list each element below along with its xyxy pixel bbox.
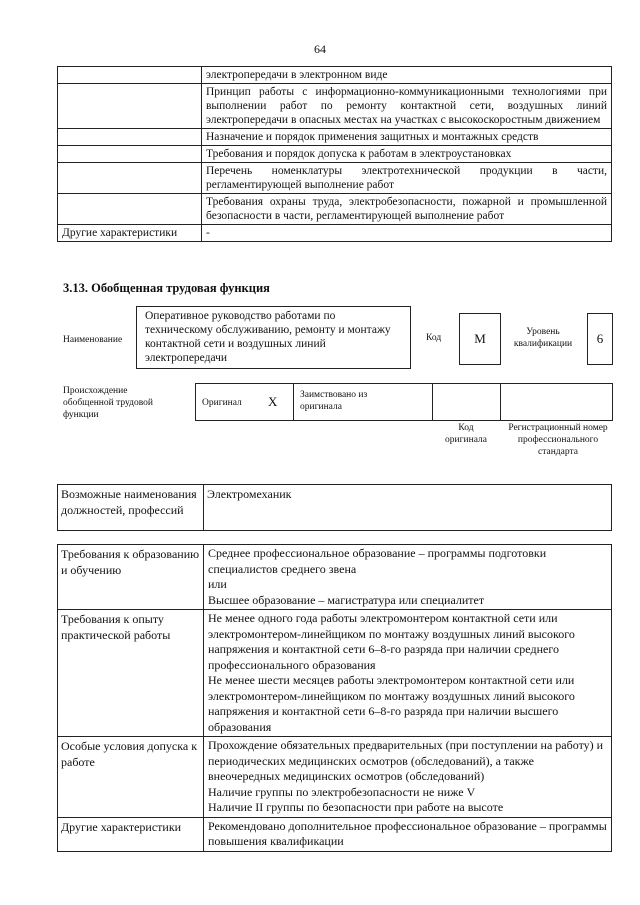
conditions-line: Наличие группы по электробезопасности не ниже V	[208, 784, 476, 799]
origin-original-cell	[195, 383, 294, 421]
experience-value	[204, 610, 612, 737]
conditions-label: Особые условия допуска к работе	[58, 737, 204, 818]
origin-label: Происхождение обобщенной трудовой функции	[63, 386, 153, 420]
origin-borrowed-cell	[293, 383, 433, 421]
level-box	[587, 313, 613, 365]
level-value: 6	[596, 331, 604, 346]
table-row	[58, 545, 612, 610]
table-row	[58, 163, 612, 194]
conditions-line: Прохождение обязательных предварительных (при поступлении на работу) и периодических медицинских осмотров (обследований), а также внеочередных медицинских осмотров (обследований)	[208, 738, 604, 783]
table-cell: электропередачи в электронном виде	[202, 67, 612, 84]
code-value: M	[474, 331, 486, 346]
table-row	[58, 129, 612, 146]
table-row	[58, 67, 612, 84]
other-label: Другие характеристики	[58, 817, 204, 851]
table-row	[58, 225, 612, 242]
positions-table	[57, 484, 612, 531]
experience-label: Требования к опыту практической работы	[58, 610, 204, 737]
table-cell: Принцип работы с информационно-коммуникационными технологиями при выполнении работ по ремонту контактной сети, воздушных линий электропередачи в опасных местах на участках с высокоскоростным движением	[202, 84, 612, 129]
table-row	[58, 737, 612, 818]
other-characteristics-value: -	[202, 225, 612, 242]
other-line: Рекомендовано дополнительное профессиональное образование – программы повышения квалификации	[208, 818, 607, 848]
reg-number-caption: Регистрационный номер профессионального стандарта	[508, 423, 608, 457]
table-row	[58, 817, 612, 851]
table-cell: Требования и порядок допуска к работам в электроустановках	[202, 146, 612, 163]
table-cell: Требования охраны труда, электробезопасности, пожарной и промышленной безопасности в части, регламентирующей выполнение работ	[202, 194, 612, 225]
table-row	[58, 84, 612, 129]
borrowed-label: Заимствовано из оригинала	[300, 390, 368, 412]
origin-code-cell	[432, 383, 501, 421]
education-label: Требования к образованию и обучению	[58, 545, 204, 610]
table-row	[58, 610, 612, 737]
education-line: или	[208, 577, 227, 591]
experience-line: Не менее одного года работы электромонтером контактной сети или электромонтером-линейщиком по монтажу воздушных линий высокого напряжения и контактной сети 6–8-го разряда при наличии среднего профессионального образования	[208, 611, 575, 672]
positions-label: Возможные наименования должностей, профессий	[58, 485, 204, 531]
function-name-value: Оперативное руководство работами по техническому обслуживанию, ремонту и монтажу контактной сети и воздушных линий электропередачи	[145, 310, 391, 364]
requirements-table	[57, 544, 612, 852]
function-name-box	[136, 306, 411, 369]
original-mark: X	[268, 394, 278, 409]
other-value	[204, 817, 612, 851]
education-value	[204, 545, 612, 610]
conditions-value	[204, 737, 612, 818]
table-cell: Назначение и порядок применения защитных и монтажных средств	[202, 129, 612, 146]
section-heading: 3.13. Обобщенная трудовая функция	[63, 281, 270, 295]
positions-value: Электромеханик	[204, 485, 612, 531]
table-row	[58, 146, 612, 163]
table-cell: Перечень номенклатуры электротехнической продукции в части, регламентирующей выполнение работ	[202, 163, 612, 194]
name-label: Наименование	[63, 335, 123, 345]
table-row	[58, 485, 612, 531]
page-number: 64	[314, 42, 326, 56]
conditions-line: Наличие II группы по безопасности при работе на высоте	[208, 800, 504, 814]
experience-line: Не менее шести месяцев работы электромонтером контактной сети или электромонтером-линейщиком по монтажу воздушных линий высокого напряжения и контактной сети 6–8-го разряда при наличии высшего образования	[208, 673, 575, 734]
origin-reg-cell	[500, 383, 613, 421]
education-line: Высшее образование – магистратура или специалитет	[208, 592, 485, 607]
code-label: Код	[426, 333, 442, 343]
table-row	[58, 194, 612, 225]
knowledge-table	[57, 66, 612, 242]
original-label: Оригинал	[202, 398, 242, 408]
code-original-caption: Код оригинала	[445, 423, 487, 445]
level-label: Уровень квалификации	[513, 327, 573, 349]
code-box	[459, 313, 501, 365]
education-line: Среднее профессиональное образование – программы подготовки специалистов среднего звена	[208, 546, 547, 576]
other-characteristics-label: Другие характеристики	[58, 225, 202, 242]
